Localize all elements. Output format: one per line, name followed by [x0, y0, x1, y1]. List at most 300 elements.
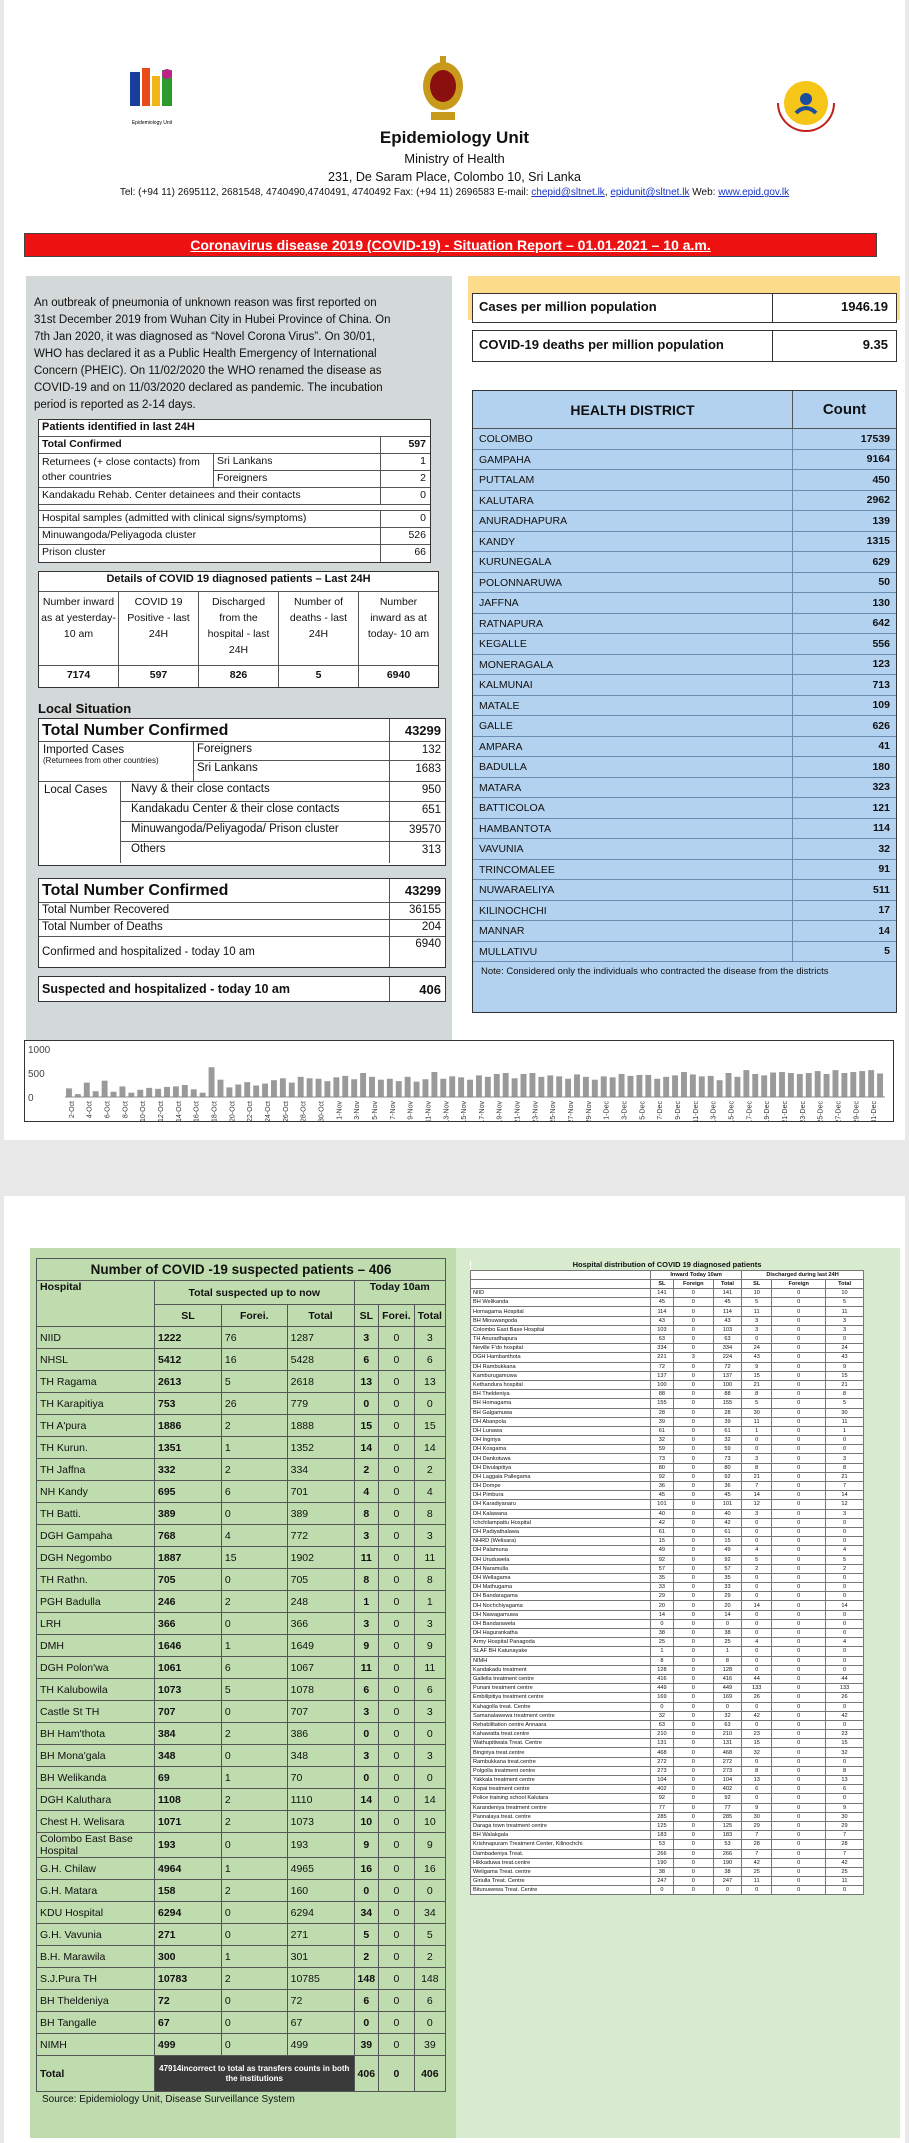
- suspected-cell: 6: [221, 1657, 287, 1679]
- suspected-cell: 160: [287, 1880, 354, 1902]
- district-name: JAFFNA: [473, 593, 793, 613]
- suspected-cell: DGH Kaluthara: [37, 1789, 155, 1811]
- hospdist-cell: 61: [651, 1527, 674, 1536]
- suspected-row: [37, 1701, 446, 1723]
- hospdist-row: [471, 1399, 864, 1408]
- district-row: [473, 942, 896, 963]
- chart-bar: [414, 1082, 420, 1097]
- suspected-cell: 768: [155, 1525, 222, 1547]
- hospdist-row: [471, 1766, 864, 1775]
- hospdist-cell: 183: [651, 1831, 674, 1840]
- hospdist-cell: 1: [742, 1426, 772, 1435]
- hospdist-cell: 38: [713, 1629, 741, 1638]
- suspected-cell: 11: [354, 1547, 379, 1569]
- hospdist-cell: 0: [772, 1482, 826, 1491]
- hospdist-cell: 402: [713, 1785, 741, 1794]
- x-tick-label: 28-Oct: [300, 1101, 308, 1121]
- suspected-cell: 9: [414, 1635, 445, 1657]
- suspected-cell: 0: [379, 1327, 415, 1349]
- hospdist-cell: 11: [826, 1877, 864, 1886]
- suspected-cell: 1110: [287, 1789, 354, 1811]
- hospdist-cell: 92: [651, 1472, 674, 1481]
- district-count: 1315: [866, 535, 890, 548]
- district-name: HAMBANTOTA: [473, 819, 793, 839]
- hospdist-cell: 449: [713, 1684, 741, 1693]
- suspected-cell: 0: [379, 1767, 415, 1789]
- web-link[interactable]: www.epid.gov.lk: [718, 187, 790, 198]
- suspected-cell: 271: [287, 1924, 354, 1946]
- suspected-cell: 0: [379, 1437, 415, 1459]
- district-header: HEALTH DISTRICT: [473, 391, 793, 428]
- suspected-cell: 15: [354, 1415, 379, 1437]
- hospdist-cell: 42: [713, 1518, 741, 1527]
- local-table: Total Number Confirmed 43299 Imported Cases (Returnees from other countries) Foreigners Sri Lankans 132 1683 Local Cases Navy & their close contacts Kandakadu Center & their close contacts Minuwangoda/Peliyagoda/ Prison cluster Others 950 651 39570 313: [38, 718, 446, 866]
- chart-bar: [378, 1080, 384, 1097]
- chart-bar: [833, 1070, 839, 1097]
- hospdist-cell: 0: [772, 1298, 826, 1307]
- chart-bar: [512, 1078, 518, 1097]
- x-tick-label: 23-Nov: [532, 1101, 540, 1121]
- suspected-cell: 0: [414, 1723, 445, 1745]
- hospdist-cell: DH Divulapitiya: [471, 1463, 651, 1472]
- hospdist-row: [471, 1592, 864, 1601]
- suspected-cell: 6: [414, 1990, 445, 2012]
- hospdist-row: [471, 1831, 864, 1840]
- chart-bar: [128, 1093, 134, 1097]
- suspected-cell: 6: [354, 1990, 379, 2012]
- hospdist-cell: 0: [772, 1390, 826, 1399]
- hospdist-cell: 5: [742, 1399, 772, 1408]
- hospdist-cell: 11: [742, 1307, 772, 1316]
- suspected-cell: 10783: [155, 1968, 222, 1990]
- hospdist-cell: 8: [713, 1656, 741, 1665]
- suspected-cell: 0: [379, 1880, 415, 1902]
- district-count: 109: [872, 699, 890, 712]
- x-tick-label: 19-Dec: [764, 1101, 772, 1121]
- hospdist-cell: 131: [713, 1739, 741, 1748]
- hospdist-row: [471, 1583, 864, 1592]
- hospdist-cell: DH Dompe: [471, 1482, 651, 1491]
- suspected-row: [37, 1503, 446, 1525]
- x-tick-label: 7-Dec: [657, 1101, 665, 1120]
- hospdist-cell: 0: [826, 1436, 864, 1445]
- hospdist-row: [471, 1656, 864, 1665]
- district-count: 450: [872, 473, 890, 486]
- hospdist-cell: 0: [673, 1785, 713, 1794]
- hospdist-cell: 26: [826, 1693, 864, 1702]
- suspected-cell: 1073: [287, 1811, 354, 1833]
- chart-bar: [654, 1079, 660, 1097]
- chart-bar: [717, 1080, 723, 1097]
- hospdist-cell: 0: [772, 1573, 826, 1582]
- hospdist-cell: 45: [713, 1298, 741, 1307]
- x-tick-label: 31-Dec: [871, 1101, 879, 1121]
- x-tick-label: 7-Nov: [389, 1101, 397, 1120]
- suspected-row: [37, 1569, 446, 1591]
- hospdist-cell: 0: [673, 1555, 713, 1564]
- suspected-cell: 1: [221, 1858, 287, 1880]
- hospdist-cell: 0: [772, 1610, 826, 1619]
- suspected-cell: 6: [354, 1679, 379, 1701]
- hospdist-cell: 0: [826, 1886, 864, 1895]
- hospdist-row: [471, 1307, 864, 1316]
- hospdist-cell: 0: [742, 1702, 772, 1711]
- hospdist-cell: 49: [651, 1546, 674, 1555]
- hospdist-cell: 468: [713, 1748, 741, 1757]
- deaths-per-million: COVID-19 deaths per million population 9.35: [472, 330, 897, 362]
- hospdist-row: [471, 1353, 864, 1362]
- chart-bar: [467, 1080, 473, 1097]
- suspected-cell: 4: [354, 1481, 379, 1503]
- hospdist-cell: DH Nochchiyagama: [471, 1601, 651, 1610]
- hospdist-cell: 247: [713, 1877, 741, 1886]
- email-link-1[interactable]: chepid@sltnet.lk: [531, 187, 605, 198]
- x-tick-label: 20-Oct: [229, 1101, 237, 1121]
- chart-bar: [262, 1084, 268, 1097]
- hospdist-row: [471, 1344, 864, 1353]
- hospdist-row: [471, 1316, 864, 1325]
- hospdist-cell: 0: [772, 1426, 826, 1435]
- hospdist-cell: 449: [651, 1684, 674, 1693]
- hospdist-cell: 0: [673, 1730, 713, 1739]
- suspected-cell: KDU Hospital: [37, 1902, 155, 1924]
- hospdist-cell: 0: [673, 1426, 713, 1435]
- hospdist-cell: 7: [826, 1482, 864, 1491]
- hospdist-row: [471, 1812, 864, 1821]
- hospdist-cell: 0: [826, 1445, 864, 1454]
- hospdist-cell: 35: [651, 1573, 674, 1582]
- x-tick-label: 9-Nov: [407, 1101, 415, 1120]
- suspected-cell: 301: [287, 1946, 354, 1968]
- district-count: 32: [878, 842, 890, 855]
- hospdist-cell: Kopai treatment centre: [471, 1785, 651, 1794]
- hospdist-cell: 0: [772, 1766, 826, 1775]
- district-row: [473, 901, 896, 922]
- suspected-cell: 1: [221, 1635, 287, 1657]
- hospdist-cell: 0: [673, 1776, 713, 1785]
- chart-bar: [387, 1079, 393, 1097]
- email-link-2[interactable]: epidunit@sltnet.lk: [610, 187, 690, 198]
- suspected-cell: 1222: [155, 1327, 222, 1349]
- hospdist-cell: 13: [742, 1776, 772, 1785]
- chart-bar: [672, 1075, 678, 1097]
- chart-bar: [324, 1081, 330, 1097]
- suspected-row: [37, 1415, 446, 1437]
- hospdist-cell: 141: [713, 1289, 741, 1298]
- hospdist-cell: 14: [651, 1610, 674, 1619]
- hospdist-cell: Giriulla Treat. Centre: [471, 1877, 651, 1886]
- hospdist-cell: Rambukkana treat.centre: [471, 1757, 651, 1766]
- hospdist-cell: 0: [742, 1619, 772, 1628]
- hospdist-cell: 0: [673, 1711, 713, 1720]
- hospdist-cell: 0: [742, 1886, 772, 1895]
- hospdist-cell: 0: [772, 1757, 826, 1766]
- suspected-cell: 0: [221, 1569, 287, 1591]
- hospdist-cell: 0: [673, 1867, 713, 1876]
- suspected-row: [37, 1481, 446, 1503]
- hospdist-cell: 273: [651, 1766, 674, 1775]
- hospdist-cell: 221: [651, 1353, 674, 1362]
- report-page-2: [4, 1196, 905, 2143]
- hospdist-cell: 273: [713, 1766, 741, 1775]
- hospdist-cell: 0: [673, 1739, 713, 1748]
- hospdist-cell: Bingiriya treat.centre: [471, 1748, 651, 1757]
- hospdist-row: [471, 1537, 864, 1546]
- hospdist-cell: 0: [772, 1491, 826, 1500]
- suspected-cell: 0: [379, 1349, 415, 1371]
- suspected-cell: 39: [414, 2034, 445, 2056]
- hospdist-cell: 61: [713, 1527, 741, 1536]
- hospdist-cell: 57: [713, 1564, 741, 1573]
- hospdist-cell: 8: [826, 1766, 864, 1775]
- suspected-cell: 13: [354, 1371, 379, 1393]
- hospdist-cell: 0: [772, 1803, 826, 1812]
- suspected-row: [37, 1371, 446, 1393]
- hospdist-cell: 2: [826, 1564, 864, 1573]
- hospdist-cell: 0: [742, 1720, 772, 1729]
- hospdist-cell: 4: [742, 1546, 772, 1555]
- hospdist-row: [471, 1757, 864, 1766]
- hospdist-cell: 155: [651, 1399, 674, 1408]
- x-tick-label: 21-Nov: [514, 1101, 522, 1121]
- x-tick-label: 25-Dec: [817, 1101, 825, 1121]
- hospdist-cell: 0: [772, 1812, 826, 1821]
- hospdist-cell: 0: [673, 1610, 713, 1619]
- hospdist-cell: 285: [713, 1812, 741, 1821]
- suspected-cell: 0: [414, 1767, 445, 1789]
- hospdist-cell: 0: [673, 1380, 713, 1389]
- suspected-cell: 705: [155, 1569, 222, 1591]
- district-row: [473, 429, 896, 450]
- hospdist-cell: Homagama Hospital: [471, 1307, 651, 1316]
- suspected-row: [37, 1858, 446, 1880]
- chart-bar: [859, 1071, 865, 1097]
- suspected-cell: 6294: [287, 1902, 354, 1924]
- hospdist-cell: 0: [673, 1629, 713, 1638]
- suspected-cell: 0: [221, 1902, 287, 1924]
- hospdist-cell: 29: [742, 1821, 772, 1830]
- suspected-cell: 695: [155, 1481, 222, 1503]
- hospdist-cell: 0: [772, 1445, 826, 1454]
- x-tick-label: 14-Oct: [175, 1101, 183, 1121]
- hospdist-cell: 0: [826, 1610, 864, 1619]
- hospdist-cell: 43: [651, 1316, 674, 1325]
- suspected-cell: 10: [414, 1811, 445, 1833]
- hospdist-row: [471, 1693, 864, 1702]
- suspected-row: [37, 2034, 446, 2056]
- hospdist-cell: 80: [651, 1463, 674, 1472]
- chart-bar: [84, 1083, 90, 1097]
- hospdist-cell: 0: [742, 1518, 772, 1527]
- district-row: [473, 737, 896, 758]
- suspected-cell: 1351: [155, 1437, 222, 1459]
- hospdist-cell: 0: [742, 1335, 772, 1344]
- suspected-cell: 779: [287, 1393, 354, 1415]
- hospdist-cell: 0: [772, 1665, 826, 1674]
- hospdist-row: [471, 1776, 864, 1785]
- hospdist-cell: 0: [772, 1867, 826, 1876]
- hospdist-cell: 266: [713, 1849, 741, 1858]
- district-name: AMPARA: [473, 737, 793, 757]
- hospdist-cell: 42: [826, 1711, 864, 1720]
- hospdist-cell: 0: [772, 1564, 826, 1573]
- hospdist-cell: 125: [713, 1821, 741, 1830]
- x-tick-label: 1-Nov: [336, 1101, 344, 1120]
- district-count: 629: [872, 555, 890, 568]
- hospdist-cell: 80: [713, 1463, 741, 1472]
- suspected-cell: 2: [221, 1415, 287, 1437]
- suspected-cell: NH Kandy: [37, 1481, 155, 1503]
- hospdist-cell: DH Karadiyanaru: [471, 1500, 651, 1509]
- chart-bar: [592, 1080, 598, 1097]
- suspected-cell: 2: [221, 1459, 287, 1481]
- hospdist-cell: DH Wellagama: [471, 1573, 651, 1582]
- chart-bar: [779, 1072, 785, 1097]
- hospdist-cell: 0: [826, 1335, 864, 1344]
- hospdist-row: [471, 1362, 864, 1371]
- chart-bar: [253, 1085, 259, 1097]
- hospdist-cell: 0: [673, 1472, 713, 1481]
- hospdist-cell: 36: [713, 1482, 741, 1491]
- hospdist-cell: 0: [742, 1757, 772, 1766]
- hospdist-cell: 0: [772, 1463, 826, 1472]
- x-tick-label: 3-Dec: [621, 1101, 629, 1120]
- suspected-row: [37, 1657, 446, 1679]
- hospdist-cell: 0: [673, 1858, 713, 1867]
- suspected-cell: 34: [414, 1902, 445, 1924]
- chart-bar: [734, 1077, 740, 1097]
- suspected-cell: 1108: [155, 1789, 222, 1811]
- district-name: KALMUNAI: [473, 675, 793, 695]
- hospdist-cell: 3: [673, 1353, 713, 1362]
- chart-bar: [369, 1077, 375, 1097]
- hospdist-cell: 0: [742, 1527, 772, 1536]
- suspected-cell: 0: [379, 1569, 415, 1591]
- hospdist-cell: 0: [826, 1619, 864, 1628]
- district-row: [473, 532, 896, 553]
- suspected-cell: 705: [287, 1569, 354, 1591]
- suspected-title: Number of COVID -19 suspected patients – 406: [37, 1259, 446, 1281]
- district-row: [473, 675, 896, 696]
- hospdist-cell: 14: [742, 1601, 772, 1610]
- suspected-row: [37, 2012, 446, 2034]
- chart-bar: [681, 1072, 687, 1097]
- hospdist-cell: 88: [651, 1390, 674, 1399]
- hospdist-cell: 0: [772, 1858, 826, 1867]
- hospdist-cell: 63: [651, 1335, 674, 1344]
- hospdist-cell: 0: [673, 1849, 713, 1858]
- suspected-cell: 10: [354, 1811, 379, 1833]
- hospdist-cell: 0: [673, 1399, 713, 1408]
- hospdist-cell: DH Laggala Pallegama: [471, 1472, 651, 1481]
- x-tick-label: 30-Oct: [318, 1101, 326, 1121]
- chart-bar: [431, 1072, 437, 1097]
- suspected-cell: Colombo East Base Hospital: [37, 1833, 155, 1858]
- suspected-cell: 2: [221, 1968, 287, 1990]
- suspected-row: [37, 1393, 446, 1415]
- hospdist-cell: 0: [772, 1518, 826, 1527]
- chart-bar: [797, 1074, 803, 1097]
- hospdist-cell: 0: [673, 1693, 713, 1702]
- suspected-cell: 0: [379, 1591, 415, 1613]
- hospdist-cell: 42: [742, 1711, 772, 1720]
- suspected-cell: 0: [379, 2012, 415, 2034]
- district-row: [473, 511, 896, 532]
- suspected-cell: 72: [155, 1990, 222, 2012]
- suspected-cell: 701: [287, 1481, 354, 1503]
- hospdist-cell: 0: [772, 1353, 826, 1362]
- suspected-cell: 3: [354, 1701, 379, 1723]
- suspected-row: [37, 1902, 446, 1924]
- hospdist-cell: 21: [826, 1472, 864, 1481]
- hospdist-cell: 0: [772, 1454, 826, 1463]
- suspected-cell: Chest H. Welisara: [37, 1811, 155, 1833]
- suspected-cell: TH Ragama: [37, 1371, 155, 1393]
- hospdist-cell: 42: [651, 1518, 674, 1527]
- x-tick-label: 24-Oct: [265, 1101, 272, 1121]
- chart-bar: [66, 1088, 72, 1097]
- hospdist-cell: 40: [713, 1509, 741, 1518]
- suspected-cell: 6: [414, 1349, 445, 1371]
- suspected-cell: 1886: [155, 1415, 222, 1437]
- suspected-cell: 0: [379, 1745, 415, 1767]
- hospdist-cell: Karandeniya treatment centre: [471, 1803, 651, 1812]
- hospdist-cell: 0: [772, 1739, 826, 1748]
- suspected-cell: 5412: [155, 1349, 222, 1371]
- hospdist-cell: 247: [651, 1877, 674, 1886]
- suspected-cell: 2: [221, 1811, 287, 1833]
- suspected-cell: 2: [221, 1723, 287, 1745]
- hospdist-cell: Samanalawewa treatment centre: [471, 1711, 651, 1720]
- chart-bar: [583, 1077, 589, 1097]
- suspected-cell: NIMH: [37, 2034, 155, 2056]
- district-row: [473, 819, 896, 840]
- hospdist-cell: 59: [651, 1445, 674, 1454]
- suspected-row: [37, 1811, 446, 1833]
- district-name: KANDY: [473, 532, 793, 552]
- suspected-cell: 34: [354, 1902, 379, 1924]
- x-tick-label: 15-Dec: [728, 1101, 736, 1121]
- district-row: [473, 450, 896, 471]
- hospdist-cell: 61: [651, 1426, 674, 1435]
- hospdist-cell: 0: [772, 1380, 826, 1389]
- x-tick-label: 4-Oct: [86, 1101, 94, 1119]
- x-tick-label: 13-Dec: [710, 1101, 718, 1121]
- suspected-cell: 0: [379, 1635, 415, 1657]
- suspected-cell: 2618: [287, 1371, 354, 1393]
- suspected-cell: 4: [221, 1525, 287, 1547]
- hospdist-cell: 0: [772, 1656, 826, 1665]
- suspected-cell: BH Theldeniya: [37, 1990, 155, 2012]
- suspected-cell: 0: [414, 2012, 445, 2034]
- hospdist-cell: 137: [713, 1371, 741, 1380]
- suspected-cell: 5: [221, 1679, 287, 1701]
- x-tick-label: 22-Oct: [247, 1101, 255, 1121]
- x-tick-label: 10-Oct: [140, 1101, 148, 1121]
- hospdist-cell: 4: [742, 1638, 772, 1647]
- hospdist-cell: 0: [673, 1592, 713, 1601]
- hospdist-row: [471, 1546, 864, 1555]
- chart-bar: [342, 1076, 348, 1097]
- hospdist-cell: 137: [651, 1371, 674, 1380]
- chart-bar: [770, 1073, 776, 1097]
- hospdist-cell: Yakkala treatment centre: [471, 1776, 651, 1785]
- suspected-cell: 499: [287, 2034, 354, 2056]
- hospdist-cell: 9: [742, 1803, 772, 1812]
- hospdist-row: [471, 1482, 864, 1491]
- suspected-cell: TH Karapitiya: [37, 1393, 155, 1415]
- hospdist-cell: 38: [651, 1629, 674, 1638]
